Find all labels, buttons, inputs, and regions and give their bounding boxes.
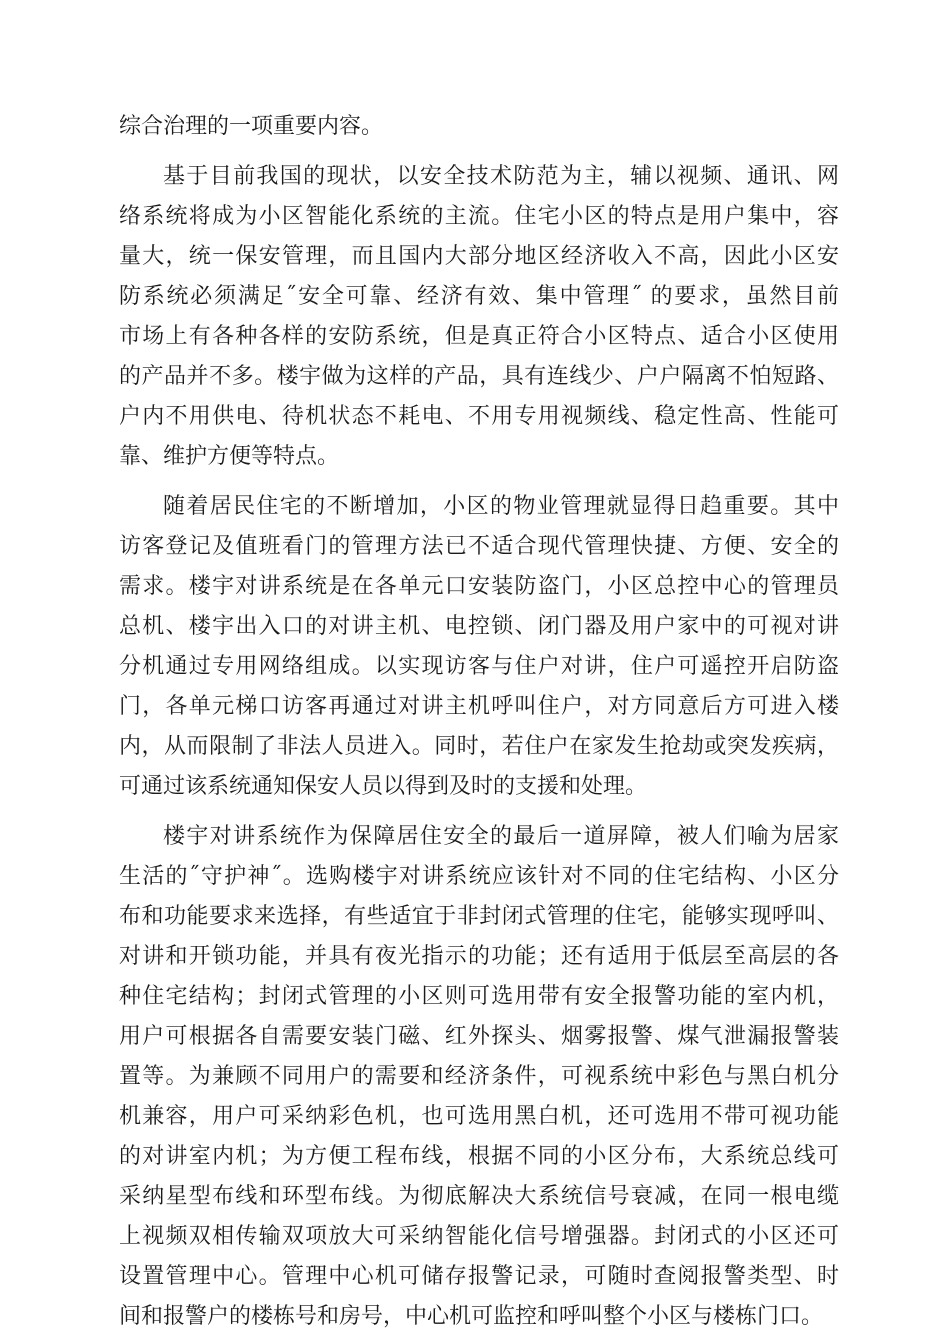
paragraph-line: 访客登记及值班看门的管理方法已不适合现代管理快捷、方便、安全的 [119, 534, 839, 559]
paragraph-line: 门，各单元梯口访客再通过对讲主机呼叫住户，对方同意后方可进入楼 [119, 694, 839, 719]
paragraph-line: 的产品并不多。楼宇做为这样的产品，具有连线少、户户隔离不怕短路、 [119, 364, 839, 389]
paragraph-line: 需求。楼宇对讲系统是在各单元口安装防盗门，小区总控中心的管理员 [119, 574, 839, 599]
paragraph-line: 上视频双相传输双项放大可采纳智能化信号增强器。封闭式的小区还可 [119, 1224, 839, 1249]
paragraph-line: 的对讲室内机；为方便工程布线，根据不同的小区分布，大系统总线可 [119, 1144, 839, 1169]
paragraph-line: 量大，统一保安管理，而且国内大部分地区经济收入不高，因此小区安 [119, 244, 839, 269]
paragraph-line: 防系统必须满足˝安全可靠、经济有效、集中管理˝ 的要求，虽然目前 [119, 284, 839, 309]
paragraph-line: 户内不用供电、待机状态不耗电、不用专用视频线、稳定性高、性能可 [119, 404, 839, 429]
paragraph-line: 靠、维护方便等特点。 [119, 444, 340, 469]
paragraph-line: 总机、楼宇出入口的对讲主机、电控锁、闭门器及用户家中的可视对讲 [119, 614, 839, 639]
paragraph-line: 采纳星型布线和环型布线。为彻底解决大系统信号衰减，在同一根电缆 [119, 1184, 839, 1209]
paragraph-line: 综合治理的一项重要内容。 [119, 114, 384, 139]
paragraph-line: 络系统将成为小区智能化系统的主流。住宅小区的特点是用户集中，容 [119, 204, 839, 229]
paragraph-line: 随着居民住宅的不断增加，小区的物业管理就显得日趋重要。其中 [163, 494, 839, 519]
paragraph-line: 分机通过专用网络组成。以实现访客与住户对讲，住户可遥控开启防盗 [119, 654, 839, 679]
paragraph-line: 设置管理中心。管理中心机可储存报警记录，可随时查阅报警类型、时 [119, 1264, 839, 1289]
paragraph-line: 生活的˝守护神˝。选购楼宇对讲系统应该针对不同的住宅结构、小区分 [119, 864, 839, 889]
paragraph-line: 市场上有各种各样的安防系统，但是真正符合小区特点、适合小区使用 [119, 324, 839, 349]
paragraph-line: 机兼容，用户可采纳彩色机，也可选用黑白机，还可选用不带可视功能 [119, 1104, 839, 1129]
paragraph-line: 楼宇对讲系统作为保障居住安全的最后一道屏障，被人们喻为居家 [163, 824, 839, 849]
paragraph-line: 用户可根据各自需要安装门磁、红外探头、烟雾报警、煤气泄漏报警装 [119, 1024, 839, 1049]
paragraph-line: 置等。为兼顾不同用户的需要和经济条件，可视系统中彩色与黑白机分 [119, 1064, 839, 1089]
paragraph-line: 种住宅结构；封闭式管理的小区则可选用带有安全报警功能的室内机， [119, 984, 839, 1009]
paragraph-line: 布和功能要求来选择，有些适宜于非封闭式管理的住宅，能够实现呼叫、 [119, 904, 839, 929]
paragraph-line: 基于目前我国的现状，以安全技术防范为主，辅以视频、通讯、网 [163, 164, 839, 189]
paragraph-line: 间和报警户的楼栋号和房号，中心机可监控和呼叫整个小区与楼栋门口。 [119, 1304, 824, 1329]
paragraph-line: 内，从而限制了非法人员进入。同时，若住户在家发生抢劫或突发疾病， [119, 734, 839, 759]
paragraph-line: 可通过该系统通知保安人员以得到及时的支援和处理。 [119, 774, 648, 799]
paragraph-line: 对讲和开锁功能，并具有夜光指示的功能；还有适用于低层至高层的各 [119, 944, 839, 969]
